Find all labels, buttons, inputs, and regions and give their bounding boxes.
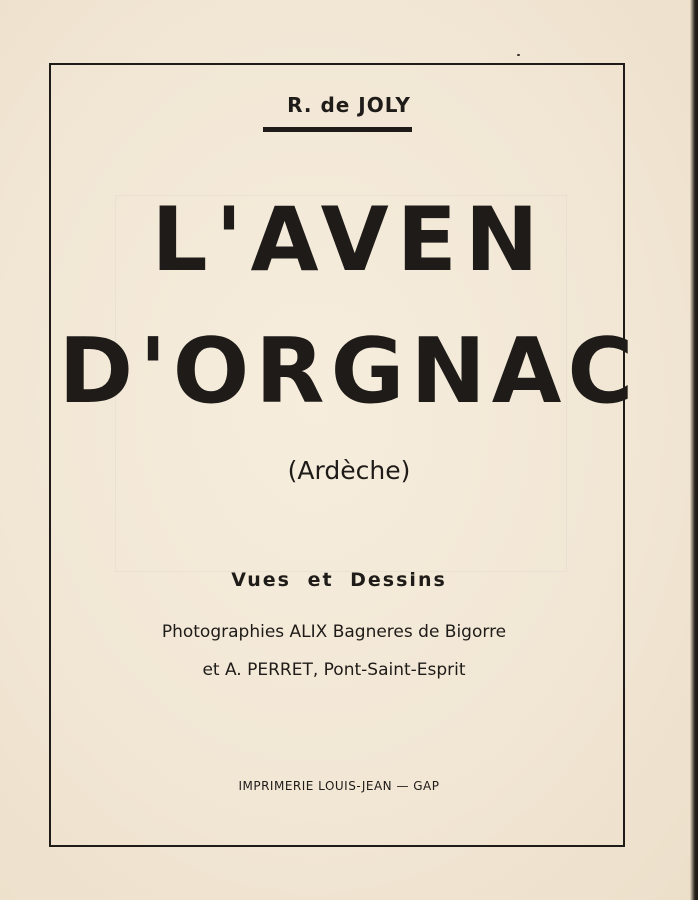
page-edge-shadow: [690, 0, 698, 900]
paper-speck: [517, 54, 520, 56]
author-name: R. de JOLY: [287, 93, 411, 117]
author-underline: [263, 127, 412, 132]
printer-imprint: IMPRIMERIE LOUIS-JEAN — GAP: [238, 779, 440, 793]
title-line-1: L'AVEN: [151, 188, 547, 291]
photo-credit-line-1: Photographies ALIX Bagneres de Bigorre: [161, 622, 507, 642]
section-heading: Vues et Dessins: [231, 569, 447, 591]
photo-credit-line-2: et A. PERRET, Pont-Saint-Esprit: [202, 660, 466, 680]
title-line-2: D'ORGNAC: [58, 319, 640, 424]
region-subtitle: (Ardèche): [287, 456, 411, 485]
